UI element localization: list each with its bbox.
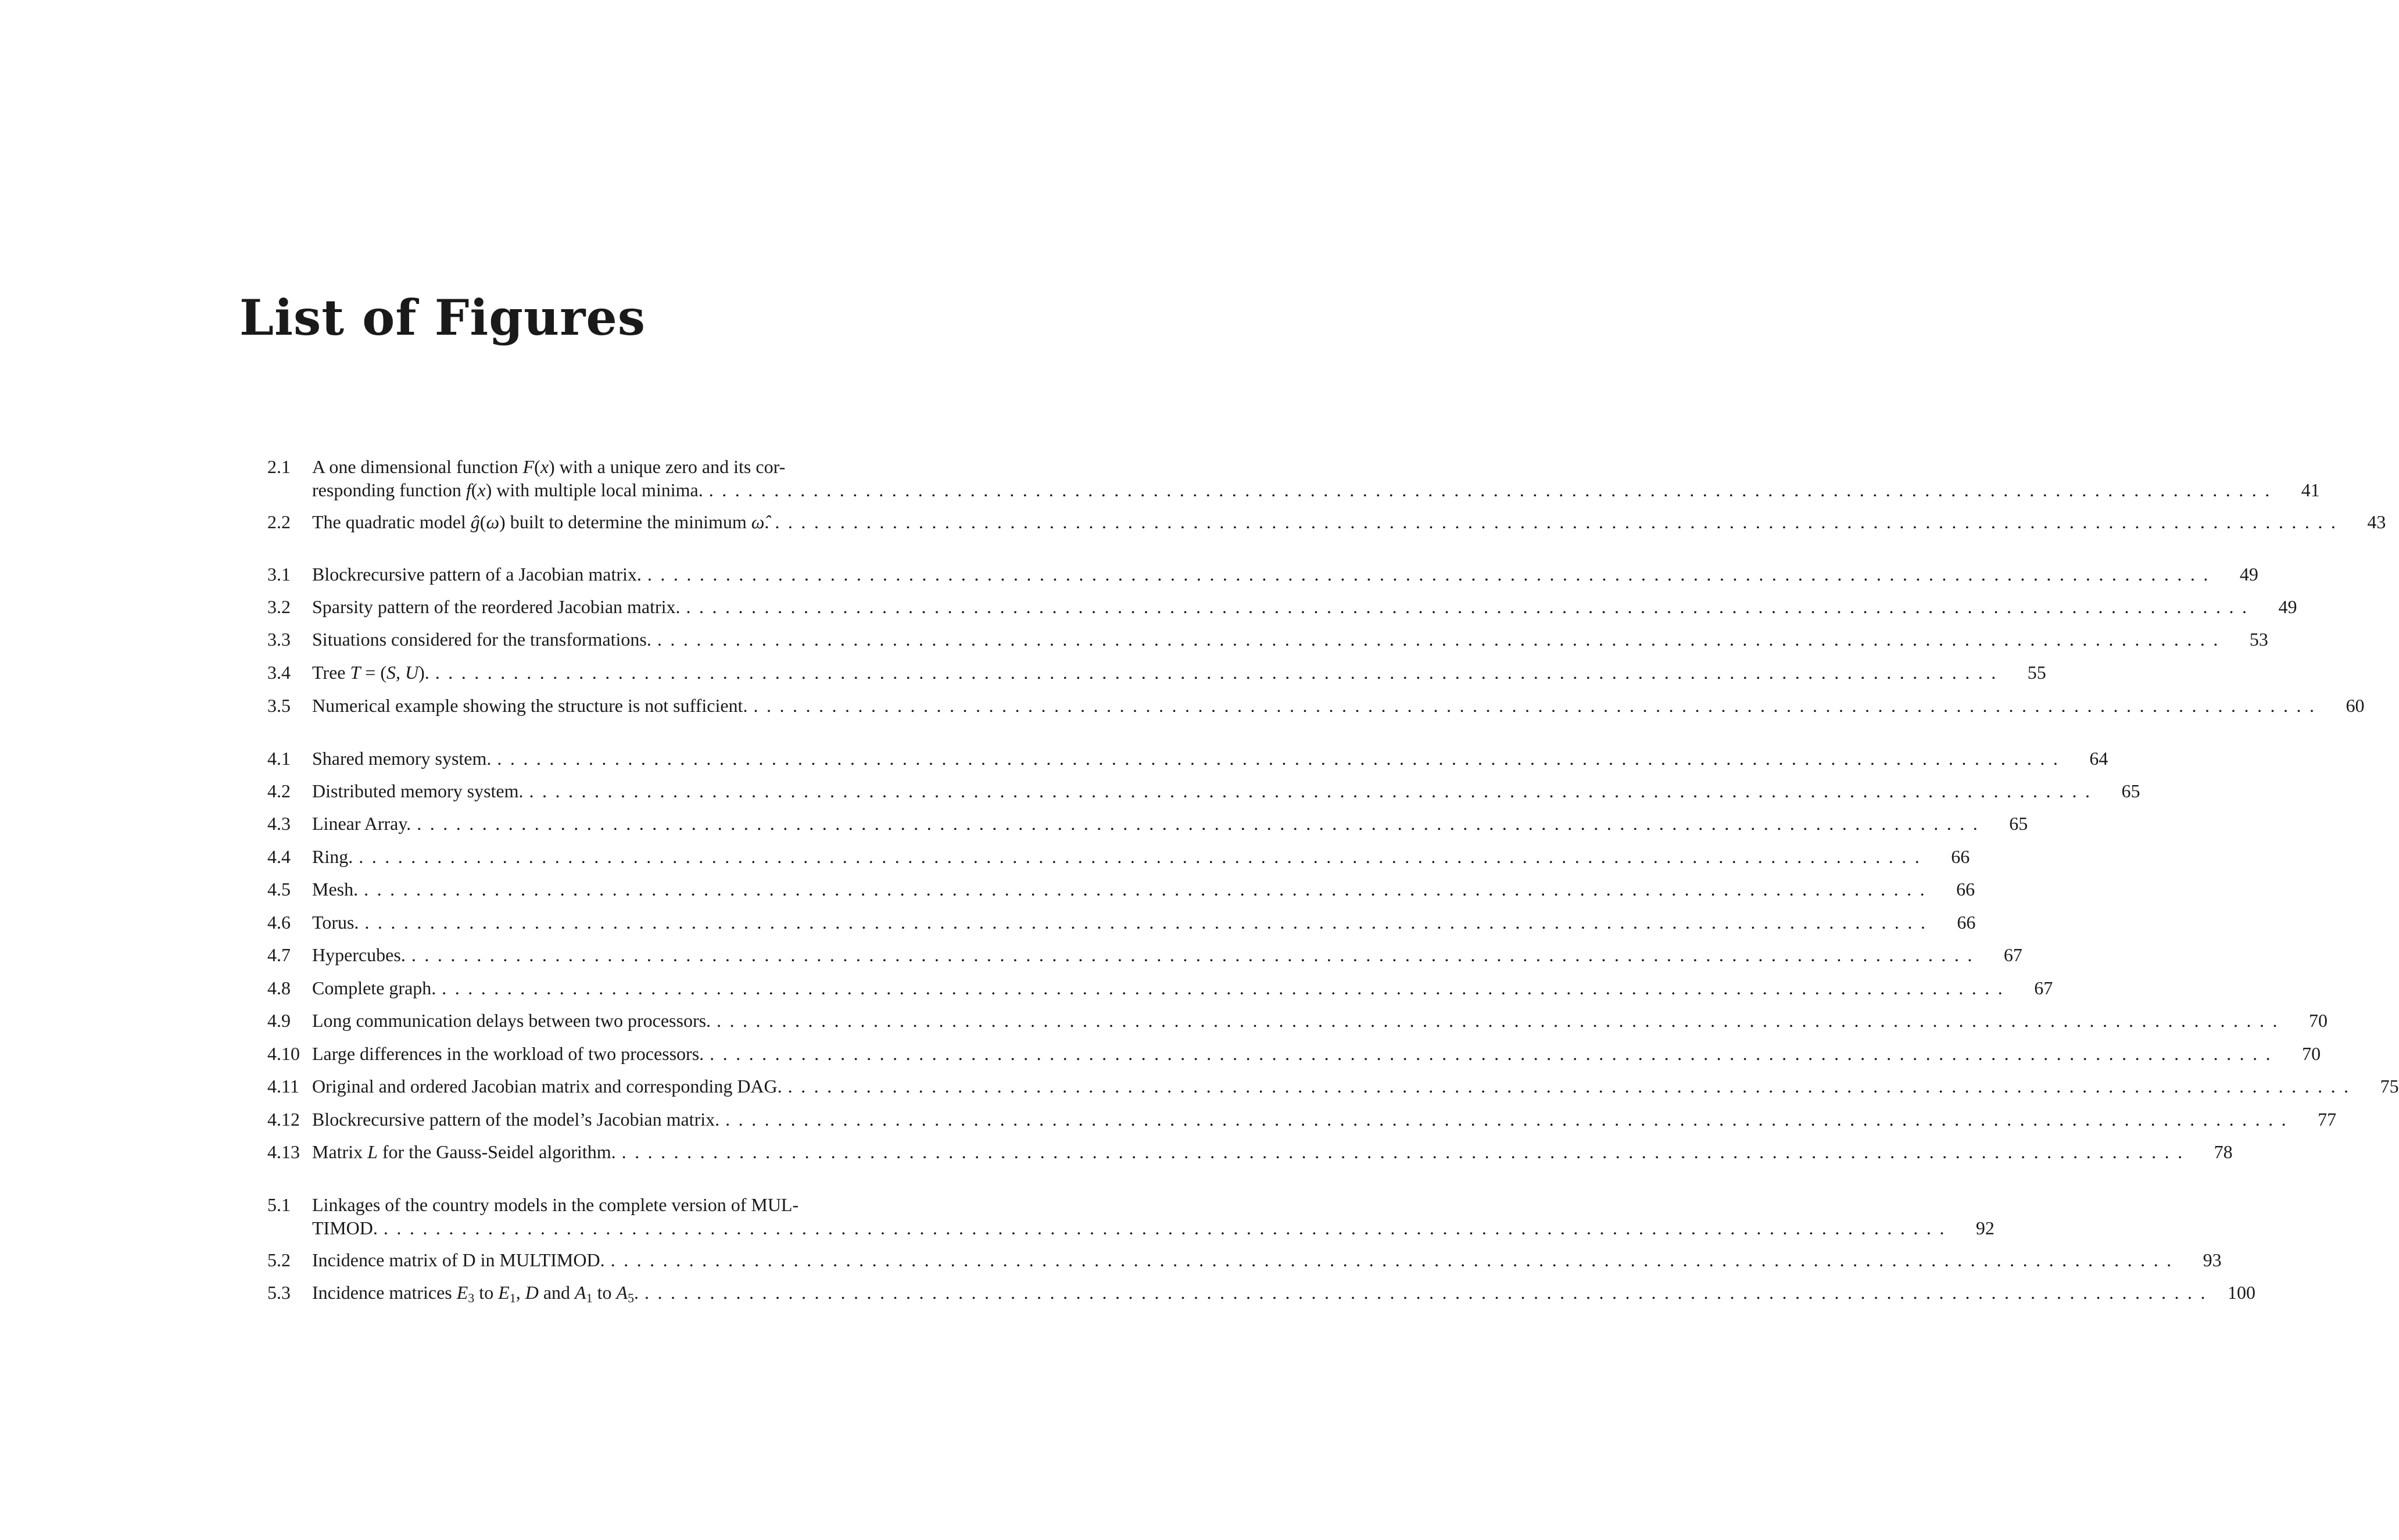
- figure-number: 3.2: [267, 596, 291, 617]
- figure-entry-line: [267, 661, 2046, 684]
- page-number: 53: [2249, 629, 2268, 650]
- figure-caption-row: [312, 878, 1975, 901]
- dot-leader: ........................................................................................................................: [753, 695, 2323, 716]
- figure-caption-row: [312, 628, 2268, 651]
- dot-leader: ........................................................................................................................: [435, 662, 2004, 683]
- figure-number: 3.1: [267, 564, 291, 585]
- dot-leader: ........................................................................................................................: [610, 1249, 2180, 1270]
- figure-caption: Incidence matrix of D in MULTIMOD.: [312, 1248, 611, 1272]
- figure-number: 4.9: [267, 1010, 291, 1031]
- dot-leader: ........................................................................................................................: [383, 1217, 1953, 1238]
- figure-caption: Ring.: [312, 845, 359, 868]
- figure-caption-row: [312, 694, 2365, 717]
- figure-entry-line: [267, 1193, 901, 1216]
- figure-caption: Hypercubes.: [312, 943, 411, 966]
- dot-leader: ........................................................................................................................: [775, 511, 2344, 532]
- page-number: 77: [2318, 1109, 2337, 1130]
- figure-caption-row: [312, 661, 2046, 684]
- figure-number: 5.2: [267, 1249, 291, 1270]
- figure-entry: [267, 1193, 1995, 1240]
- dot-leader: ........................................................................................................................: [787, 1076, 2357, 1097]
- figure-entry-line: [267, 943, 2022, 966]
- figure-entry-line: [267, 1075, 2399, 1098]
- figure-entry: [267, 1009, 2328, 1032]
- figure-entry: [267, 455, 2320, 502]
- figure-entry-line: [267, 878, 1975, 901]
- figure-entry: [267, 845, 1970, 868]
- dot-leader: ........................................................................................................................: [657, 629, 2226, 650]
- figure-caption: Mesh.: [312, 878, 364, 901]
- dot-leader: ........................................................................................................................: [359, 846, 1928, 867]
- dot-leader: ........................................................................................................................: [708, 479, 2278, 500]
- figure-entry: [267, 779, 2140, 803]
- figure-number: 4.6: [267, 912, 291, 933]
- figure-number: 4.13: [267, 1141, 300, 1162]
- figure-entry-line: [267, 1009, 2328, 1032]
- figure-number: 4.10: [267, 1043, 300, 1064]
- figure-entry: [267, 911, 1976, 934]
- figure-caption-row: [312, 1042, 2321, 1065]
- figure-number: 4.11: [267, 1076, 299, 1097]
- figure-caption: Tree T = (S, U).: [312, 661, 435, 684]
- figure-number: 3.5: [267, 695, 291, 716]
- figure-caption-row: [312, 563, 2258, 586]
- page-number: 65: [2121, 780, 2140, 801]
- figure-caption: Linear Array.: [312, 812, 417, 835]
- figure-entry-line: [267, 911, 1976, 934]
- figure-caption: Linkages of the country models in the complete version of MUL-: [312, 1194, 799, 1215]
- figure-caption-row: [312, 747, 2108, 770]
- list-of-figures: [267, 0, 2399, 1540]
- figure-caption: Blockrecursive pattern of the model’s Jacobian matrix.: [312, 1108, 725, 1131]
- figure-entry: [267, 812, 2028, 835]
- figure-caption: Long communication delays between two processors.: [312, 1009, 717, 1032]
- dot-leader: ........................................................................................................................: [647, 564, 2217, 585]
- figure-caption-row: [312, 976, 2053, 1000]
- figure-entry-line: [267, 563, 2258, 586]
- dot-leader: ........................................................................................................................: [364, 912, 1934, 933]
- page-number: 100: [2228, 1282, 2256, 1303]
- page-number: 43: [2367, 511, 2386, 532]
- figure-number: 3.4: [267, 662, 291, 683]
- page-number: 66: [1956, 879, 1975, 900]
- dot-leader: ........................................................................................................................: [621, 1141, 2191, 1162]
- figure-entry-line: [267, 510, 2386, 533]
- figure-entry: [267, 563, 2258, 586]
- figure-number: 4.4: [267, 846, 291, 867]
- dot-leader: ........................................................................................................................: [442, 977, 2011, 998]
- figure-number: 4.8: [267, 977, 291, 998]
- figure-caption: Large differences in the workload of two processors.: [312, 1042, 710, 1065]
- page-title: List of Figures: [239, 289, 646, 346]
- figure-entry: [267, 694, 2365, 717]
- figure-caption: Original and ordered Jacobian matrix and corresponding DAG.: [312, 1075, 788, 1098]
- figure-entry: [267, 595, 2297, 618]
- page-number: 41: [2301, 479, 2320, 500]
- figure-entry-line: [267, 1216, 1995, 1240]
- figure-caption-row: [312, 510, 2386, 533]
- figure-caption: Numerical example showing the structure is not sufficient.: [312, 694, 753, 717]
- figure-caption-row: [312, 1281, 2256, 1305]
- figure-entry: [267, 1075, 2399, 1098]
- page-number: 49: [2239, 564, 2258, 585]
- figure-number: 2.2: [267, 511, 291, 532]
- page-number: 67: [2034, 977, 2053, 998]
- figure-entry: [267, 943, 2022, 966]
- figure-entry: [267, 1281, 2256, 1305]
- figure-number: 4.2: [267, 780, 291, 801]
- figure-entry-line: [267, 1248, 2222, 1272]
- page-number: 49: [2278, 596, 2297, 617]
- figure-entry: [267, 510, 2386, 533]
- figure-entry: [267, 747, 2108, 770]
- page-number: 93: [2203, 1249, 2222, 1270]
- dot-leader: ........................................................................................................................: [411, 944, 1981, 965]
- figure-caption: Situations considered for the transformations.: [312, 628, 657, 651]
- figure-caption: responding function f(x) with multiple local minima.: [312, 478, 709, 502]
- figure-caption-row: [312, 1216, 1995, 1240]
- dot-leader: ........................................................................................................................: [497, 748, 2067, 769]
- dot-leader: ........................................................................................................................: [364, 879, 1933, 900]
- figure-entry: [267, 628, 2268, 651]
- figure-number: 4.3: [267, 813, 291, 834]
- figure-caption-row: [312, 595, 2297, 618]
- figure-entry-line: [267, 976, 2053, 1000]
- figure-caption: Shared memory system.: [312, 747, 497, 770]
- figure-entry-line: [267, 478, 2320, 502]
- figure-caption-row: [312, 1108, 2337, 1131]
- dot-leader: ........................................................................................................................: [417, 813, 1986, 834]
- figure-number: 4.1: [267, 748, 291, 769]
- figure-caption: Torus.: [312, 911, 364, 934]
- figure-entry-line: [267, 628, 2268, 651]
- figure-caption-row: [312, 911, 1976, 934]
- figure-entry-line: [267, 694, 2365, 717]
- figure-entry: [267, 1108, 2337, 1131]
- figure-entry: [267, 1042, 2321, 1065]
- page-number: 78: [2214, 1141, 2233, 1162]
- figure-caption: The quadratic model ĝ(ω) built to determine the minimum ω̂.: [312, 510, 775, 533]
- dot-leader: ........................................................................................................................: [529, 780, 2099, 801]
- page-number: 55: [2027, 662, 2046, 683]
- figure-caption-row: [312, 943, 2022, 966]
- dot-leader: ........................................................................................................................: [710, 1043, 2279, 1064]
- figure-caption-row: [312, 1075, 2399, 1098]
- figure-entry-line: [267, 812, 2028, 835]
- dot-leader: ........................................................................................................................: [644, 1282, 2214, 1303]
- page-number: 70: [2309, 1010, 2328, 1031]
- page-number: 92: [1975, 1217, 1995, 1238]
- page-number: 64: [2089, 748, 2108, 769]
- page-number: 60: [2346, 695, 2365, 716]
- figure-entry: [267, 878, 1975, 901]
- figure-entry: [267, 1248, 2222, 1272]
- figure-caption: TIMOD.: [312, 1216, 384, 1240]
- page-number: 75: [2380, 1076, 2399, 1097]
- page-number: 67: [2003, 944, 2022, 965]
- figure-caption: Distributed memory system.: [312, 779, 529, 803]
- page-number: 70: [2302, 1043, 2321, 1064]
- figure-entry-line: [267, 455, 901, 478]
- figure-caption-row: [312, 1248, 2222, 1272]
- figure-caption-row: [312, 1009, 2328, 1032]
- figure-entry: [267, 661, 2046, 684]
- page-number: 66: [1957, 912, 1976, 933]
- figure-number: 5.3: [267, 1282, 291, 1303]
- figure-number: 5.1: [267, 1194, 291, 1215]
- page-number: 66: [1951, 846, 1970, 867]
- figure-caption: Complete graph.: [312, 976, 442, 1000]
- figure-number: 2.1: [267, 456, 291, 477]
- figure-caption: A one dimensional function F(x) with a unique zero and its cor-: [312, 456, 786, 477]
- figure-caption-row: [312, 845, 1970, 868]
- figure-entry: [267, 976, 2053, 1000]
- page-number: 65: [2009, 813, 2028, 834]
- figure-caption-row: [312, 812, 2028, 835]
- figure-caption: Incidence matrices $E_3$ to $E_1$, D and $A_1$ to $A_5$.: [312, 1281, 644, 1304]
- figure-caption-row: [312, 779, 2140, 803]
- figure-number: 4.7: [267, 944, 291, 965]
- dot-leader: ........................................................................................................................: [717, 1010, 2286, 1031]
- figure-number: 3.3: [267, 629, 291, 650]
- figure-entry-line: [267, 845, 1970, 868]
- figure-entry-line: [267, 1108, 2337, 1131]
- figure-number: 4.5: [267, 879, 291, 900]
- dot-leader: ........................................................................................................................: [686, 596, 2255, 617]
- figure-entry-line: [267, 779, 2140, 803]
- figure-caption: Sparsity pattern of the reordered Jacobian matrix.: [312, 595, 686, 618]
- figure-caption-row: [312, 478, 2320, 502]
- dot-leader: ........................................................................................................................: [725, 1109, 2295, 1130]
- figure-caption-row: [312, 1140, 2233, 1163]
- figure-number: 4.12: [267, 1109, 300, 1130]
- figure-entry-line: [267, 1140, 2233, 1163]
- figure-entry-line: [267, 1042, 2321, 1065]
- figure-entry-line: [267, 1281, 2256, 1305]
- figure-entry-line: [267, 595, 2297, 618]
- figure-caption: Blockrecursive pattern of a Jacobian matrix.: [312, 563, 647, 586]
- figure-entry: [267, 1140, 2233, 1163]
- figure-caption: Matrix L for the Gauss-Seidel algorithm.: [312, 1140, 622, 1163]
- figure-entry-line: [267, 747, 2108, 770]
